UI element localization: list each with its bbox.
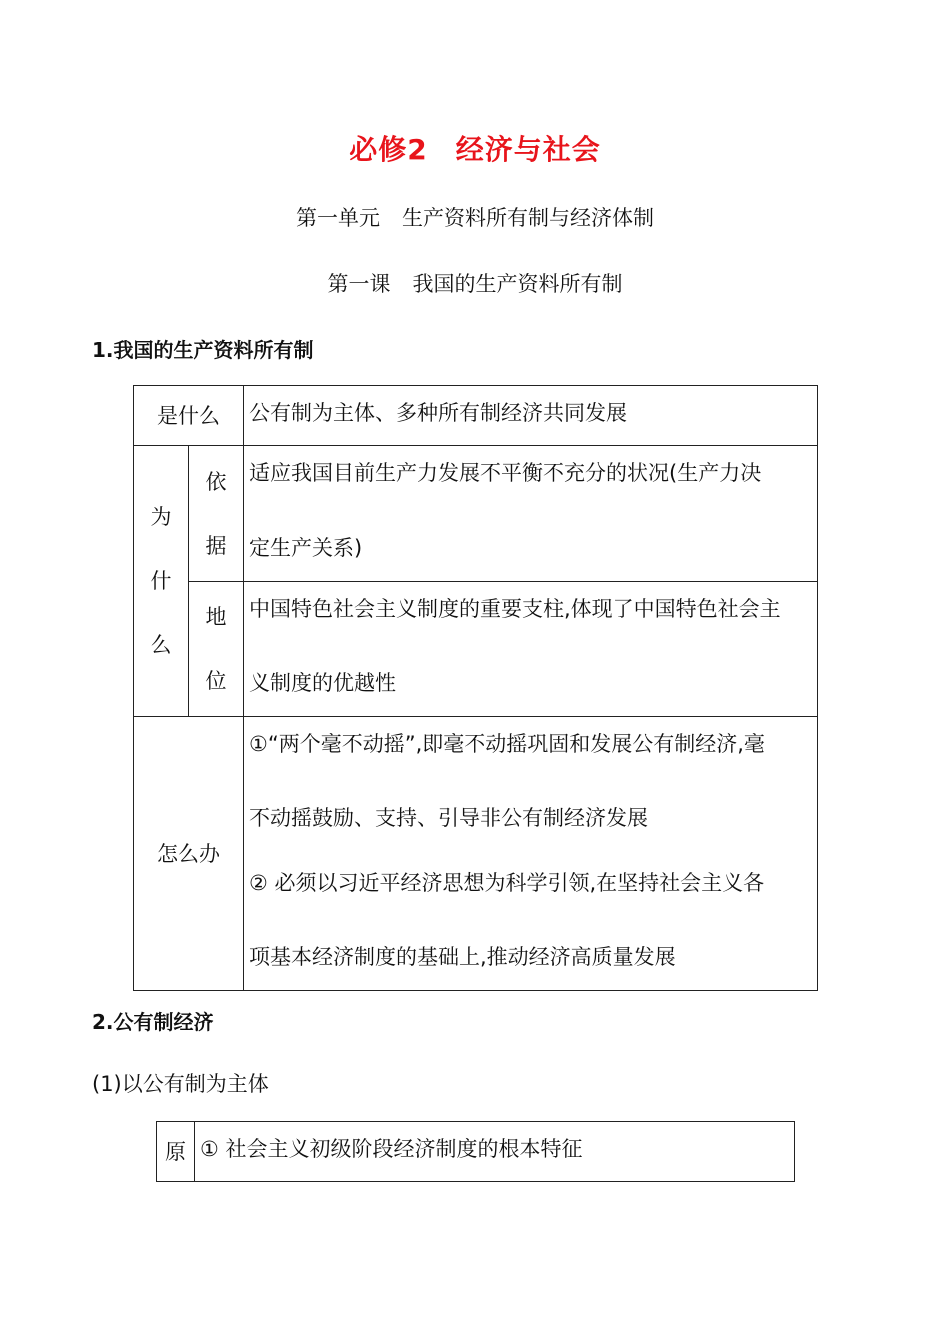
row-text: ① 社会主义初级阶段经济制度的根本特征 (200, 1137, 583, 1161)
why-char: 么 (150, 633, 172, 657)
how-text-line: ② 必须以习近平经济思想为科学引领,在坚持社会主义各 (249, 871, 765, 895)
status-char: 地 (205, 605, 227, 629)
section-2-subheading: (1)以公有制为主体 (92, 1072, 269, 1096)
why-char: 什 (150, 569, 172, 593)
basis-char: 依 (205, 469, 227, 494)
what-label: 是什么 (157, 403, 220, 428)
unit-title (0, 202, 950, 232)
lesson-number: 第一课 (327, 272, 391, 296)
unit-number: 第一单元 (296, 206, 380, 230)
basis-text-line: 适应我国目前生产力发展不平衡不充分的状况(生产力决 (249, 461, 762, 485)
page-title (0, 128, 950, 168)
section-1-heading: 1.我国的生产资料所有制 (92, 338, 314, 362)
status-label (189, 582, 243, 716)
basis-char: 据 (205, 533, 227, 558)
what-text: 公有制为主体、多种所有制经济共同发展 (249, 401, 627, 425)
basis-text-line: 定生产关系) (249, 536, 363, 560)
how-text-line: ①“两个毫不动摇”,即毫不动摇巩固和发展公有制经济,毫 (249, 732, 765, 756)
row-label: 原 (165, 1139, 186, 1164)
status-text-line: 中国特色社会主义制度的重要支柱,体现了中国特色社会主 (249, 597, 781, 621)
status-char: 位 (205, 669, 227, 693)
lesson-title (0, 268, 950, 298)
lesson-name: 我国的生产资料所有制 (412, 272, 623, 296)
basis-label (189, 446, 243, 581)
status-text-line: 义制度的优越性 (249, 671, 396, 695)
why-label (134, 446, 188, 716)
title-part-a: 必修2 (349, 133, 428, 166)
title-part-b: 经济与社会 (455, 133, 601, 166)
how-text-line: 不动摇鼓励、支持、引导非公有制经济发展 (249, 806, 648, 830)
why-char: 为 (150, 505, 172, 529)
how-text-line: 项基本经济制度的基础上,推动经济高质量发展 (249, 945, 676, 969)
section-2-heading: 2.公有制经济 (92, 1010, 214, 1034)
unit-name: 生产资料所有制与经济体制 (402, 206, 654, 230)
how-label: 怎么办 (157, 841, 220, 866)
